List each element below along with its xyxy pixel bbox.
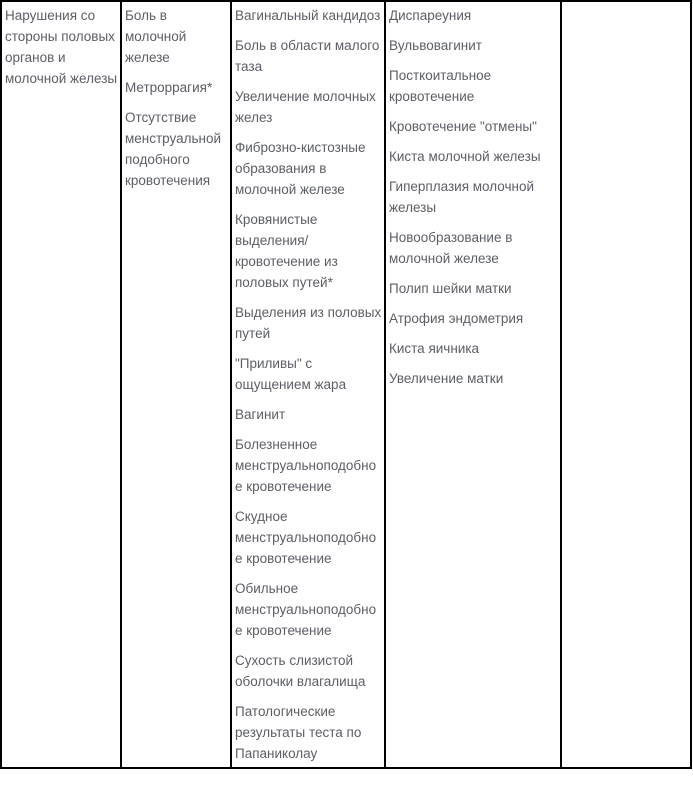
cell-paragraph: Увеличение матки	[389, 371, 504, 386]
cell-paragraph: Метроррагия*	[125, 80, 213, 95]
cell-paragraph: Вульвовагинит	[389, 38, 482, 53]
cell-paragraph: Атрофия эндометрия	[389, 311, 524, 326]
cell-paragraph: Боль в области малого таза	[235, 38, 380, 74]
cell-paragraph: Выделения из половых путей	[235, 305, 382, 341]
cell-frequency-group-2	[231, 1, 385, 768]
cell-paragraph: Обильное менструальноподобное кровотечение	[235, 581, 377, 638]
cell-paragraph: Полип шейки матки	[389, 281, 512, 296]
cell-paragraph: Новообразование в молочной железе	[389, 230, 513, 266]
cell-paragraph: Кровянистые выделения/ кровотечение из половых путей*	[235, 212, 338, 290]
cell-paragraph: Фиброзно-кистозные образования в молочной железе	[235, 140, 366, 197]
cell-paragraph: Киста яичника	[389, 341, 480, 356]
cell-paragraph: Диспареуния	[389, 8, 472, 23]
cell-paragraph: Отсутствие менструальной подобного кровотечения	[125, 110, 222, 188]
cell-paragraph: Кровотечение "отмены"	[389, 119, 537, 134]
cell-paragraph: "Приливы" с ощущением жара	[235, 356, 347, 392]
cell-paragraph: Увеличение молочных желез	[235, 89, 376, 125]
cell-frequency-group-4-empty	[561, 1, 691, 768]
cell-paragraph: Болезненное менструальноподобное кровотечение	[235, 437, 377, 494]
cell-frequency-group-1	[121, 1, 231, 768]
cell-paragraph: Посткоитальное кровотечение	[389, 68, 492, 104]
cell-paragraph: Патологические результаты теста по Папаниколау	[235, 704, 362, 761]
cell-paragraph: Вагинальный кандидоз	[235, 8, 381, 23]
cell-paragraph: Вагинит	[235, 407, 286, 422]
cell-paragraph: Боль в молочной железе	[125, 8, 187, 65]
cell-paragraph: Киста молочной железы	[389, 149, 541, 164]
cell-frequency-group-3	[385, 1, 561, 768]
cell-paragraph: Скудное менструальноподобное кровотечение	[235, 509, 377, 566]
cell-organ-class	[1, 1, 121, 768]
cell-paragraph: Нарушения со стороны половых органов и молочной железы	[5, 8, 118, 86]
cell-paragraph: Гиперплазия молочной железы	[389, 179, 535, 215]
cell-paragraph: Сухость слизистой оболочки влагалища	[235, 653, 366, 689]
table-row	[1, 1, 691, 768]
